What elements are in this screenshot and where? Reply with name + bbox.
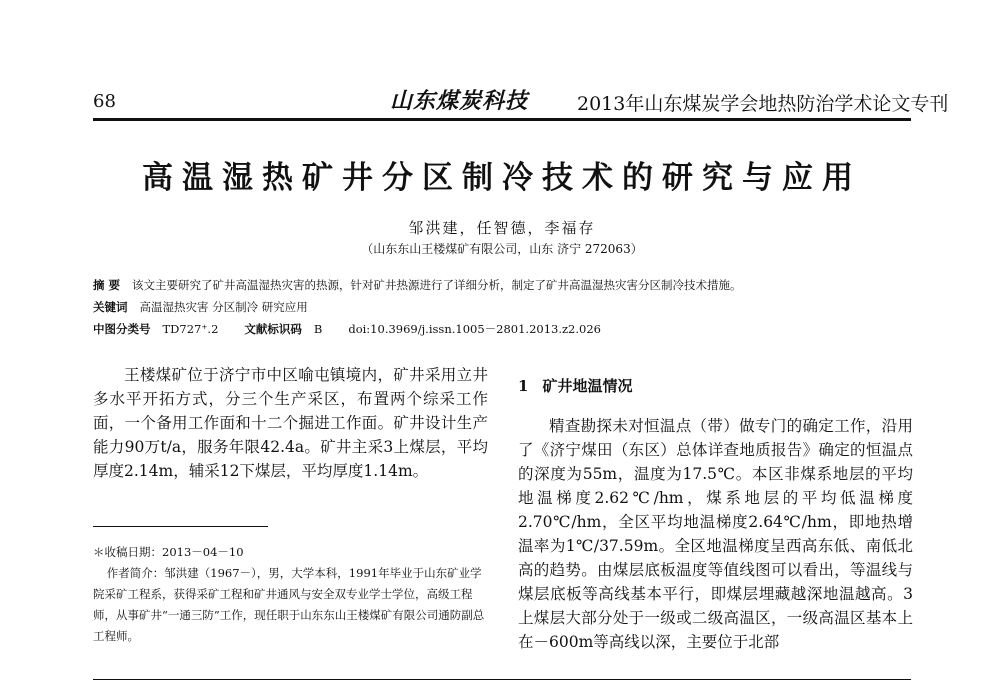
section-number: 1 [518, 377, 529, 395]
abstract-label: 摘 要 [93, 278, 121, 292]
keywords-line [93, 299, 308, 315]
doc-code: B [313, 322, 323, 336]
author-bio: 作者简介：邹洪建（1967－），男，大学本科，1991年毕业于山东矿业学院采矿工程系，获得采矿工程和矿井通风与安全双专业学士学位，高级工程师，从事矿井“一通三防”工作，现任职于山东东山王楼煤矿有限公司通防副总工程师。 [93, 566, 485, 643]
authors: 邹洪建，任智德，李福存 [408, 219, 596, 237]
abstract-line [93, 277, 742, 293]
journal-issue-title: 2013年山东煤炭学会地热防治学术论文专刊 [577, 93, 949, 115]
doc-code-label: 文献标识码 [244, 322, 302, 336]
bottom-rule [93, 679, 911, 680]
footnote-rule [93, 526, 268, 527]
section-heading [518, 375, 913, 396]
footnotes [93, 542, 488, 647]
clc-label: 中图分类号 [93, 322, 151, 336]
header-rule [93, 118, 911, 121]
affiliation: （山东东山王楼煤矿有限公司，山东 济宁 272063） [361, 242, 643, 256]
article-title: 高温湿热矿井分区制冷技术的研究与应用 [142, 160, 862, 196]
clc-code: TD727⁺.2 [162, 322, 219, 336]
abstract-text: 该文主要研究了矿井高温湿热灾害的热源，针对矿井热源进行了详细分析，制定了矿井高温湿热灾害分区制冷技术措施。 [132, 278, 742, 292]
keywords-label: 关键词 [93, 300, 128, 314]
intro-column [93, 363, 488, 483]
section-paragraph: 精查勘探未对恒温点（带）做专门的确定工作，沿用了《济宁煤田（东区）总体详查地质报告》确定的恒温点的深度为55m，温度为17.5℃。本区非煤系地层的平均地温梯度2.62℃/hm，煤系地层的平均低温梯度2.70℃/hm，全区平均地温梯度2.64℃/hm，即地热增温率为1℃/37.59m。全区地温梯度呈西高东低、南低北高的趋势。由煤层底板温度等值线图可以看出，等温线与煤层底板等高线基本平行，即煤层埋藏越深地温越高。3上煤层大部分处于一级或二级高温区，一级高温区基本上在－600m等高线以深，主要位于北部 [518, 417, 913, 651]
page-number: 68 [93, 91, 116, 112]
classification-line [93, 321, 601, 337]
intro-paragraph: 王楼煤矿位于济宁市中区喻屯镇境内，矿井采用立井多水平开拓方式，分三个生产采区，布置两个综采工作面，一个备用工作面和十二个掘进工作面。矿井设计生产能力90万t/a，服务年限42.4a。矿井主采3上煤层，平均厚度2.14m，辅采12下煤层，平均厚度1.14m。 [93, 366, 488, 480]
section-body [518, 414, 913, 654]
doi: doi:10.3969/j.issn.1005－2801.2013.z2.026 [348, 322, 601, 336]
received-date: ＊收稿日期：2013－04－10 [93, 545, 244, 559]
journal-logo: 山东煤炭科技 [390, 88, 529, 114]
section-title: 矿井地温情况 [542, 377, 633, 395]
keywords-text: 高温湿热灾害 分区制冷 研究应用 [139, 300, 308, 314]
